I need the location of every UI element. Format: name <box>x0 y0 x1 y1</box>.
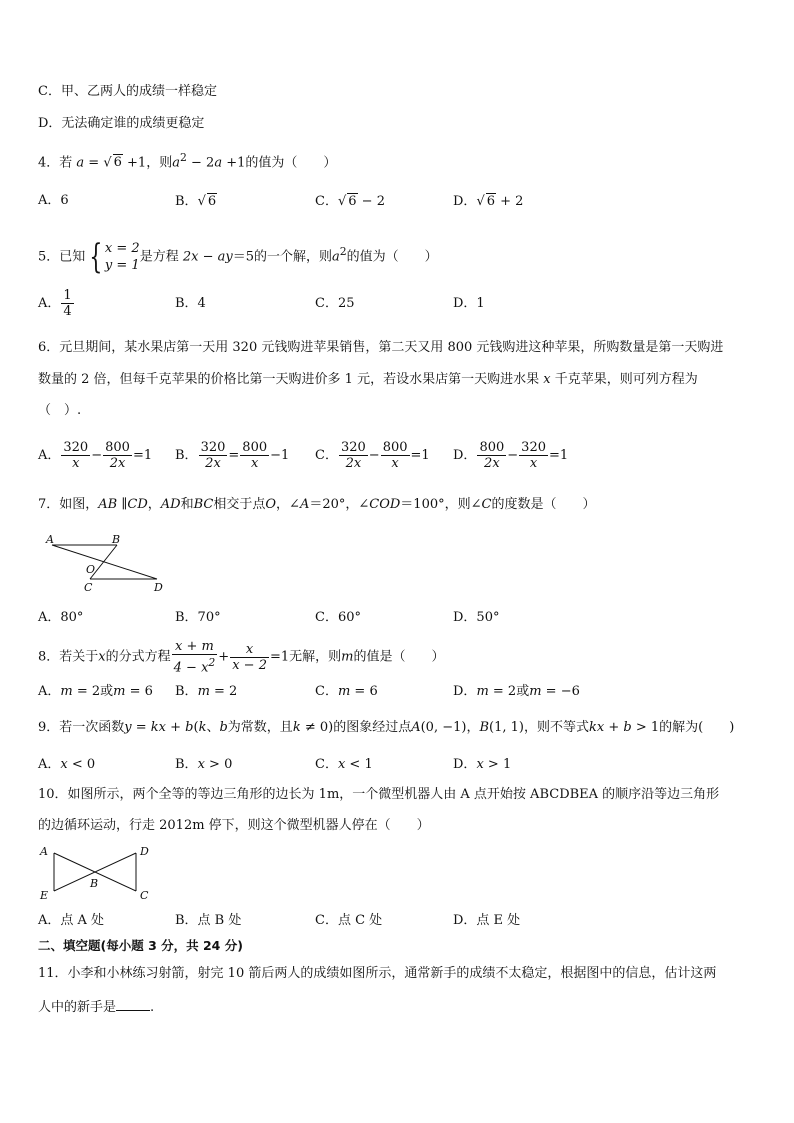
q10-figure <box>36 841 160 907</box>
q5-option-b: B．4 <box>175 296 206 311</box>
q3-option-d: D．无法确定谁的成绩更稳定 <box>38 116 205 131</box>
q6-line2: 数量的 2 倍，但每千克苹果的价格比第一天购进价多 1 元，若设水果店第一天购进水果 x 千克苹果，则可列方程为 <box>38 372 698 387</box>
section-heading-fill-blank: 二、填空题(每小题 3 分，共 24 分) <box>38 938 243 953</box>
q8-option-b: B．m = 2 <box>175 684 238 699</box>
q10-option-a: A．点 A 处 <box>38 913 105 928</box>
q10-label-c: C <box>140 889 149 902</box>
q4-option-d: D．√ 6 + 2 <box>453 194 524 209</box>
q5-option-c: C．25 <box>315 296 355 311</box>
q9-option-b: B．x > 0 <box>175 757 233 772</box>
q6-line1: 6．元旦期间，某水果店第一天用 320 元钱购进苹果销售，第二天又用 800 元钱购进这种苹果，所购数量是第一天购进 <box>38 340 724 355</box>
q8-stem: 8．若关于x的分式方程 $\frac{x + m}{4 - x^2}$ + $\frac{x}{x - 2}$ =1无解，则m的值是（ ） <box>38 639 445 676</box>
q11-line2: 人中的新手是 . <box>38 1000 155 1015</box>
q7-option-a: A．80° <box>38 610 84 625</box>
q7-option-c: C．60° <box>315 610 361 625</box>
q10-line1: 10．如图所示，两个全等的等边三角形的边长为 1m，一个微型机器人由 A 点开始按 ABCDBEA 的顺序沿等边三角形 <box>38 787 720 802</box>
q8-option-c: C．m = 6 <box>315 684 378 699</box>
q4-option-a: A．6 <box>38 193 69 208</box>
q5-option-a: A． $\frac{1}{4}$ <box>38 288 72 319</box>
q9-option-c: C．x < 1 <box>315 757 373 772</box>
q5-option-d: D．1 <box>453 296 485 311</box>
q9-stem: 9．若一次函数y = kx + b(k、b为常数，且k ≠ 0)的图象经过点A(0, −1)，B(1, 1)，则不等式kx + b > 1的解为( ) <box>38 720 735 735</box>
q10-label-a: A <box>40 845 48 858</box>
q4-option-c: C．√ 6 − 2 <box>315 194 385 209</box>
q6-option-a: A． $\frac{320}{x}$ − $\frac{800}{2x}$ =1 <box>38 440 153 471</box>
q7-label-c: C <box>84 581 93 594</box>
q9-option-d: D．x > 1 <box>453 757 512 772</box>
q6-option-b: B． $\frac{320}{2x}$ = $\frac{800}{x}$ −1 <box>175 440 290 471</box>
q10-label-b: B <box>90 877 99 890</box>
q10-option-c: C．点 C 处 <box>315 913 383 928</box>
q6-line3: （ ）. <box>38 403 82 418</box>
q11-answer-blank[interactable] <box>116 998 150 1011</box>
q10-line2: 的边循环运动，行走 2012m 停下，则这个微型机器人停在（ ） <box>38 818 430 833</box>
q4-option-b: B．√ 6 <box>175 194 217 209</box>
q7-stem: 7．如图，AB ∥CD，AD和BC相交于点O，∠A＝20°，∠COD＝100°，则∠C的度数是（ ） <box>38 497 596 512</box>
q7-option-d: D．50° <box>453 610 500 625</box>
q6-option-d: D． $\frac{800}{2x}$ − $\frac{320}{x}$ =1 <box>453 440 569 471</box>
q7-label-o: O <box>86 563 96 576</box>
q3-option-c: C．甲、乙两人的成绩一样稳定 <box>38 84 217 99</box>
q7-label-b: B <box>112 533 121 546</box>
q6-option-c: C． $\frac{320}{2x}$ − $\frac{800}{x}$ =1 <box>315 440 430 471</box>
q10-label-e: E <box>40 889 49 902</box>
q9-option-a: A．x < 0 <box>38 757 96 772</box>
q8-option-d: D．m = 2或m = −6 <box>453 684 580 699</box>
q10-option-b: B．点 B 处 <box>175 913 242 928</box>
q7-label-d: D <box>154 581 163 594</box>
q5-stem: 5．已知 { x = 2 y = 1是方程 2x − ay＝5的一个解，则$a^2$的值为（ ） <box>38 236 438 277</box>
q7-option-b: B．70° <box>175 610 221 625</box>
q7-label-a: A <box>46 533 54 546</box>
q10-label-d: D <box>140 845 149 858</box>
q8-option-a: A．m = 2或m = 6 <box>38 684 153 699</box>
q10-option-d: D．点 E 处 <box>453 913 521 928</box>
q11-line1: 11．小李和小林练习射箭，射完 10 箭后两人的成绩如图所示，通常新手的成绩不太稳定，根据图中的信息，估计这两 <box>38 966 717 981</box>
q4-stem: 4．若 a = √ 6 +1，则$a^2 - 2a +1$的值为（ ） <box>38 151 337 171</box>
q7-figure <box>42 533 172 597</box>
